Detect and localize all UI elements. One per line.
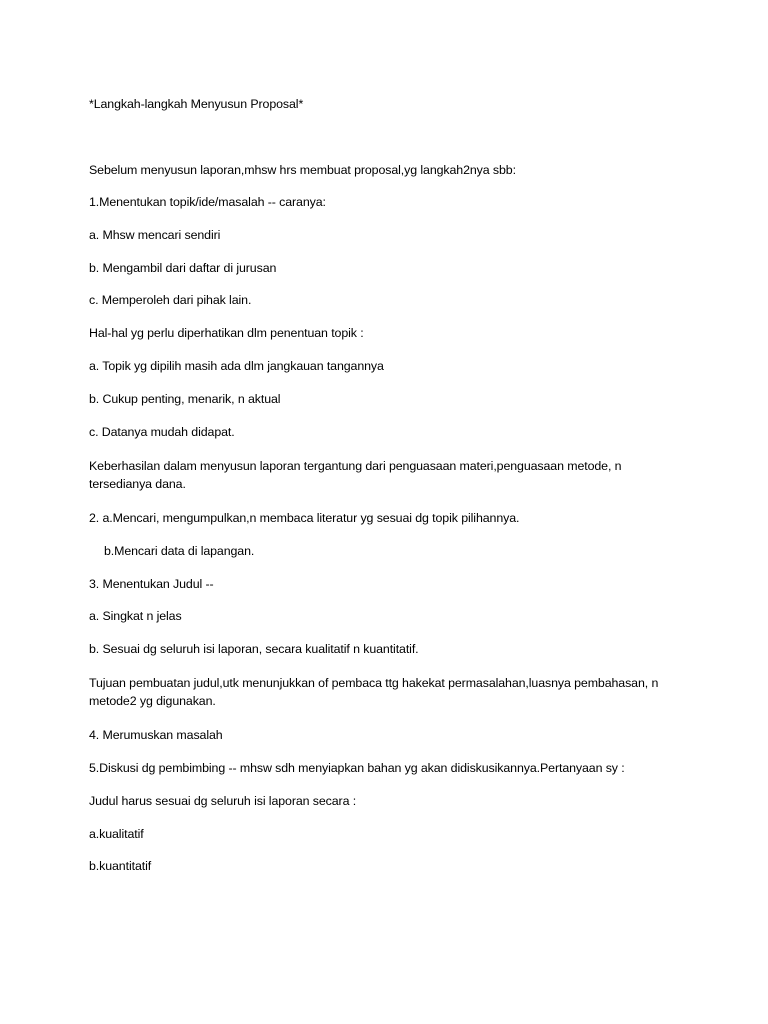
- paragraph-success: Keberhasilan dalam menyusun laporan tergantung dari penguasaan materi,penguasaan metode, n tersedianya dana.: [89, 459, 622, 491]
- paragraph-topic-notes: Hal-hal yg perlu diperhatikan dlm penentuan topik :: [89, 326, 364, 340]
- paragraph-item: b. Cukup penting, menarik, n aktual: [89, 392, 281, 406]
- paragraph-item: b.kuantitatif: [89, 859, 152, 873]
- paragraph-step-1: 1.Menentukan topik/ide/masalah -- caranya:: [89, 195, 326, 209]
- paragraph-title-rule: Judul harus sesuai dg seluruh isi laporan secara :: [89, 794, 357, 808]
- paragraph-intro: Sebelum menyusun laporan,mhsw hrs membuat proposal,yg langkah2nya sbb:: [89, 163, 516, 177]
- paragraph-title-purpose: Tujuan pembuatan judul,utk menunjukkan of pembaca ttg hakekat permasalahan,luasnya pembahasan, n metode2 yg digunakan.: [89, 676, 659, 708]
- paragraph-item: b. Sesuai dg seluruh isi laporan, secara kualitatif n kuantitatif.: [89, 642, 419, 656]
- paragraph-item: a. Singkat n jelas: [89, 609, 182, 623]
- paragraph-item: a. Mhsw mencari sendiri: [89, 228, 221, 242]
- paragraph-step-5: 5.Diskusi dg pembimbing -- mhsw sdh menyiapkan bahan yg akan didiskusikannya.Pertanyaan sy :: [89, 761, 625, 775]
- paragraph-item: a.kualitatif: [89, 827, 144, 841]
- paragraph-item: c. Datanya mudah didapat.: [89, 425, 235, 439]
- paragraph-item: b. Mengambil dari daftar di jurusan: [89, 261, 277, 275]
- document-title: *Langkah-langkah Menyusun Proposal*: [89, 97, 304, 111]
- paragraph-step-2: 2. a.Mencari, mengumpulkan,n membaca literatur yg sesuai dg topik pilihannya.: [89, 511, 520, 525]
- paragraph-step-4: 4. Merumuskan masalah: [89, 728, 223, 742]
- paragraph-step-2b: b.Mencari data di lapangan.: [104, 544, 255, 558]
- paragraph-item: a. Topik yg dipilih masih ada dlm jangkauan tangannya: [89, 359, 384, 373]
- paragraph-item: c. Memperoleh dari pihak lain.: [89, 293, 252, 307]
- paragraph-step-3: 3. Menentukan Judul --: [89, 577, 214, 591]
